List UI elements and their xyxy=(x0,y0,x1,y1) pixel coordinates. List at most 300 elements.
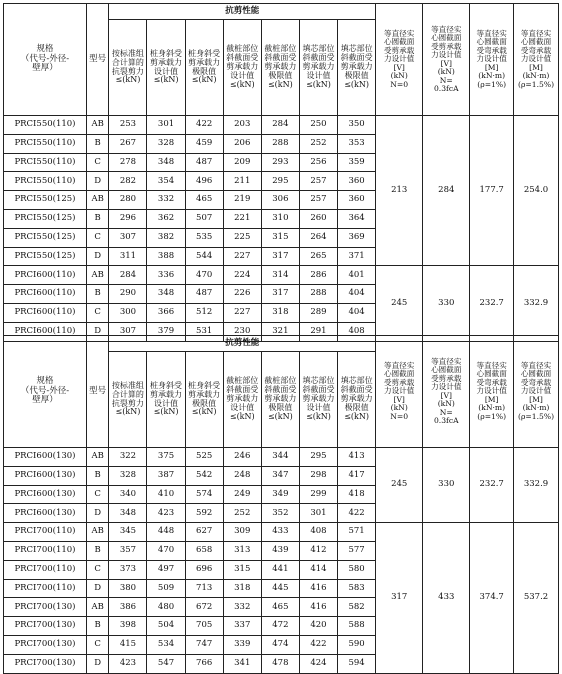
shear-value-cell: 408 xyxy=(338,322,376,341)
shear-value-cell: 227 xyxy=(223,247,261,266)
header-line: 填芯部位 xyxy=(340,376,373,386)
shear-value-cell: 296 xyxy=(109,209,147,228)
model-cell: AB xyxy=(86,448,108,467)
header-line: ≤(kN) xyxy=(306,411,331,421)
shear-value-cell: 379 xyxy=(147,322,185,341)
shear-value-cell: 265 xyxy=(299,247,337,266)
header-line: 心圆截面 xyxy=(384,37,415,47)
header-line: (ρ=1%) xyxy=(477,411,507,421)
header-line: 受弯承载 xyxy=(520,377,552,387)
shear-value-cell: 360 xyxy=(338,191,376,210)
header-line: 规格 xyxy=(36,376,54,387)
table-row xyxy=(4,523,559,542)
header-line: 斜截面受 xyxy=(264,385,297,395)
shear-value-cell: 441 xyxy=(261,560,299,579)
equivalent-capacity-header xyxy=(514,336,559,448)
shear-value-cell: 340 xyxy=(109,485,147,504)
shear-value-cell: 248 xyxy=(223,466,261,485)
shear-value-cell: 705 xyxy=(185,617,223,636)
shear-value-cell: 408 xyxy=(299,523,337,542)
header-line: 受剪承载 xyxy=(384,45,415,55)
header-line: 等直径实 xyxy=(520,360,552,370)
header-line: ≤(kN) xyxy=(306,79,331,89)
header-line: ≤(kN) xyxy=(267,411,293,421)
shear-value-cell: 627 xyxy=(185,523,223,542)
header-line: ≤(kN) xyxy=(115,407,141,417)
header-line: 截桩部位 xyxy=(264,376,297,386)
shear-value-cell: 525 xyxy=(185,448,223,467)
shear-value-cell: 307 xyxy=(109,228,147,247)
shear-value-cell: 544 xyxy=(185,247,223,266)
shear-value-cell: 417 xyxy=(338,466,376,485)
shear-value-cell: 418 xyxy=(338,485,376,504)
header-line: 心圆截面 xyxy=(431,33,462,42)
shear-value-cell: 350 xyxy=(338,116,376,135)
shear-value-cell: 246 xyxy=(223,448,261,467)
header-line: (kN·m) xyxy=(522,403,550,413)
header-line: 设计值 xyxy=(306,402,331,412)
shear-value-cell: 311 xyxy=(109,247,147,266)
header-line: [M] xyxy=(484,394,499,404)
header-line: 剪承载力 xyxy=(302,394,335,404)
shear-value-cell: 252 xyxy=(299,134,337,153)
equivalent-capacity-header xyxy=(376,336,423,448)
header-row xyxy=(4,336,559,352)
header-line: 设计值 xyxy=(230,70,255,80)
equivalent-capacity-header xyxy=(423,4,470,116)
shear-value-cell: 284 xyxy=(109,266,147,285)
shear-value-cell: 507 xyxy=(185,209,223,228)
shear-column-header xyxy=(109,352,147,448)
shear-value-cell: 359 xyxy=(338,153,376,172)
equivalent-value-cell: 245 xyxy=(376,266,423,341)
shear-value-cell: 313 xyxy=(223,541,261,560)
shear-value-cell: 310 xyxy=(261,209,299,228)
shear-value-cell: 357 xyxy=(109,541,147,560)
header-line: 心圆截面 xyxy=(476,37,507,47)
shear-value-cell: 423 xyxy=(147,504,185,523)
header-line: ≤(kN) xyxy=(153,75,179,85)
header-line: [V] xyxy=(440,58,452,68)
shear-value-cell: 590 xyxy=(338,635,376,654)
header-line: 心圆截面 xyxy=(431,365,462,374)
equivalent-value-cell: 232.7 xyxy=(470,266,514,341)
header-line: (kN·m) xyxy=(478,403,506,413)
header-line: 桩身斜受 xyxy=(150,380,183,390)
pile-spec-cell: PRCⅠ600(130) xyxy=(4,485,87,504)
shear-column-header xyxy=(299,352,337,448)
header-line: ≤(kN) xyxy=(344,79,369,89)
shear-value-cell: 416 xyxy=(299,579,337,598)
header-row xyxy=(4,4,559,20)
header-line: (kN·m) xyxy=(478,71,506,81)
shear-value-cell: 388 xyxy=(147,247,185,266)
header-line: (ρ=1%) xyxy=(477,79,507,89)
header-line: 剪承载力 xyxy=(226,394,259,404)
shear-value-cell: 348 xyxy=(147,153,185,172)
equivalent-capacity-header xyxy=(470,336,514,448)
shear-value-cell: 362 xyxy=(147,209,185,228)
shear-value-cell: 509 xyxy=(147,579,185,598)
header-line: 斜截面受 xyxy=(340,53,373,63)
shear-value-cell: 424 xyxy=(299,654,337,673)
model-cell: C xyxy=(86,303,108,322)
shear-group-header: 抗剪性能 xyxy=(109,4,376,20)
shear-value-cell: 289 xyxy=(299,303,337,322)
header-line: 受剪承载 xyxy=(384,377,415,387)
shear-value-cell: 360 xyxy=(338,172,376,191)
shear-column-header xyxy=(185,352,223,448)
shear-value-cell: 420 xyxy=(299,617,337,636)
shear-value-cell: 401 xyxy=(338,266,376,285)
pile-spec-cell: PRCⅠ550(125) xyxy=(4,247,87,266)
shear-value-cell: 375 xyxy=(147,448,185,467)
shear-value-cell: 547 xyxy=(147,654,185,673)
header-line: 0.3fcA xyxy=(433,84,459,93)
header-line: ≤(kN) xyxy=(115,75,141,85)
shear-value-cell: 206 xyxy=(223,134,261,153)
header-line: 斜截面受 xyxy=(340,385,373,395)
shear-value-cell: 386 xyxy=(109,598,147,617)
shear-value-cell: 211 xyxy=(223,172,261,191)
pile-spec-cell: PRCⅠ600(110) xyxy=(4,322,87,341)
shear-value-cell: 317 xyxy=(261,285,299,304)
shear-value-cell: 480 xyxy=(147,598,185,617)
shear-value-cell: 658 xyxy=(185,541,223,560)
shear-column-header xyxy=(147,352,185,448)
shear-value-cell: 284 xyxy=(261,116,299,135)
shear-value-cell: 348 xyxy=(109,504,147,523)
header-line: 斜截面受 xyxy=(302,385,335,395)
header-line: 设计值 xyxy=(154,66,179,76)
shear-value-cell: 380 xyxy=(109,579,147,598)
spec-header xyxy=(4,336,87,448)
header-line: (kN·m) xyxy=(522,71,550,81)
shear-value-cell: 470 xyxy=(147,541,185,560)
shear-value-cell: 278 xyxy=(109,153,147,172)
shear-value-cell: 583 xyxy=(338,579,376,598)
header-line: [M] xyxy=(529,394,543,404)
shear-value-cell: 332 xyxy=(147,191,185,210)
model-cell: B xyxy=(86,617,108,636)
pile-spec-cell: PRCⅠ700(130) xyxy=(4,635,87,654)
header-line: 填芯部位 xyxy=(340,44,373,54)
header-line: 斜截面受 xyxy=(226,53,259,63)
shear-value-cell: 353 xyxy=(338,134,376,153)
header-line: ≤(kN) xyxy=(191,75,217,85)
pile-spec-cell: PRCⅠ700(110) xyxy=(4,579,87,598)
header-line: 设计值 xyxy=(230,402,255,412)
shear-column-header xyxy=(223,20,261,116)
header-line: 剪承载力 xyxy=(340,62,373,72)
shear-value-cell: 382 xyxy=(147,228,185,247)
header-line: 力设计值 xyxy=(431,382,462,391)
header-line: 极限值 xyxy=(192,66,217,76)
shear-value-cell: 459 xyxy=(185,134,223,153)
spec-header xyxy=(4,4,87,116)
header-line: 剪承载力 xyxy=(150,57,183,67)
shear-value-cell: 315 xyxy=(261,228,299,247)
shear-column-header xyxy=(338,352,376,448)
pile-spec-cell: PRCⅠ600(130) xyxy=(4,504,87,523)
shear-value-cell: 497 xyxy=(147,560,185,579)
header-line: 等直径实 xyxy=(520,28,552,38)
pile-spec-cell: PRCⅠ700(130) xyxy=(4,598,87,617)
shear-value-cell: 410 xyxy=(147,485,185,504)
model-cell: AB xyxy=(86,523,108,542)
header-line: 受弯承载 xyxy=(476,45,507,55)
header-line: 力设计值 xyxy=(520,54,552,64)
shear-value-cell: 314 xyxy=(261,266,299,285)
model-cell: AB xyxy=(86,598,108,617)
header-line: 受剪承载 xyxy=(431,373,462,383)
shear-column-header xyxy=(299,20,337,116)
header-line: 心圆截面 xyxy=(520,37,552,47)
shear-value-cell: 487 xyxy=(185,153,223,172)
header-line: [V] xyxy=(393,62,405,72)
shear-value-cell: 307 xyxy=(109,322,147,341)
header-line: (ρ=1.5%) xyxy=(517,79,555,89)
shear-value-cell: 371 xyxy=(338,247,376,266)
shear-value-cell: 291 xyxy=(299,322,337,341)
header-line: 极限值 xyxy=(344,402,369,412)
model-cell: B xyxy=(86,134,108,153)
header-line: （代号-外径- xyxy=(20,53,70,64)
model-cell: C xyxy=(86,485,108,504)
model-cell: B xyxy=(86,285,108,304)
shear-value-cell: 422 xyxy=(299,635,337,654)
equivalent-value-cell: 374.7 xyxy=(470,523,514,673)
pile-spec-cell: PRCⅠ600(130) xyxy=(4,448,87,467)
shear-value-cell: 249 xyxy=(223,485,261,504)
shear-value-cell: 696 xyxy=(185,560,223,579)
header-line: 抗裂剪力 xyxy=(111,66,144,76)
shear-value-cell: 336 xyxy=(147,266,185,285)
header-line: (ρ=1.5%) xyxy=(517,411,555,421)
header-line: 极限值 xyxy=(268,70,293,80)
shear-value-cell: 332 xyxy=(223,598,261,617)
header-line: 等直径实 xyxy=(384,28,415,38)
header-line: (kN) xyxy=(390,71,408,81)
header-line: 心圆截面 xyxy=(476,369,507,379)
header-line: (kN) xyxy=(390,403,408,413)
header-line: 力设计值 xyxy=(431,50,462,59)
shear-value-cell: 221 xyxy=(223,209,261,228)
pile-spec-cell: PRCⅠ550(110) xyxy=(4,116,87,135)
shear-value-cell: 306 xyxy=(261,191,299,210)
header-line: 等直径实 xyxy=(384,360,415,370)
shear-value-cell: 203 xyxy=(223,116,261,135)
equivalent-value-cell: 332.9 xyxy=(514,266,559,341)
shear-value-cell: 339 xyxy=(223,635,261,654)
equivalent-value-cell: 284 xyxy=(423,116,470,266)
equivalent-value-cell: 317 xyxy=(376,523,423,673)
header-line: (kN) xyxy=(437,67,455,76)
header-line: 剪承载力 xyxy=(264,394,297,404)
shear-value-cell: 226 xyxy=(223,285,261,304)
shear-value-cell: 534 xyxy=(147,635,185,654)
header-line: 等直径实 xyxy=(431,24,462,34)
shear-value-cell: 253 xyxy=(109,116,147,135)
shear-value-cell: 594 xyxy=(338,654,376,673)
shear-value-cell: 422 xyxy=(185,116,223,135)
shear-value-cell: 412 xyxy=(299,541,337,560)
pile-spec-cell: PRCⅠ600(110) xyxy=(4,303,87,322)
header-line: 剪承载力 xyxy=(188,389,221,399)
shear-value-cell: 230 xyxy=(223,322,261,341)
header-line: 力设计值 xyxy=(384,386,415,396)
shear-value-cell: 344 xyxy=(261,448,299,467)
header-line: 力设计值 xyxy=(476,386,507,396)
header-line: 剪承载力 xyxy=(340,394,373,404)
header-line: 剪承载力 xyxy=(226,62,259,72)
header-line: 等直径实 xyxy=(476,28,507,38)
model-cell: B xyxy=(86,209,108,228)
shear-column-header xyxy=(261,352,299,448)
equivalent-capacity-header xyxy=(376,4,423,116)
header-line: 斜截面受 xyxy=(264,53,297,63)
shear-value-cell: 257 xyxy=(299,172,337,191)
table-row xyxy=(4,448,559,467)
equivalent-value-cell: 330 xyxy=(423,448,470,523)
shear-value-cell: 433 xyxy=(261,523,299,542)
equivalent-value-cell: 537.2 xyxy=(514,523,559,673)
header-line: ≤(kN) xyxy=(229,79,255,89)
shear-value-cell: 580 xyxy=(338,560,376,579)
table-row xyxy=(4,266,559,285)
shear-value-cell: 288 xyxy=(261,134,299,153)
shear-value-cell: 290 xyxy=(109,285,147,304)
pile-spec-cell: PRCⅠ550(125) xyxy=(4,209,87,228)
header-line: 设计值 xyxy=(306,70,331,80)
header-line: N=0 xyxy=(390,79,409,89)
header-line: 合计算的 xyxy=(111,57,144,67)
equivalent-value-cell: 433 xyxy=(423,523,470,673)
header-line: 设计值 xyxy=(154,398,179,408)
header-line: ≤(kN) xyxy=(191,407,217,417)
pile-spec-cell: PRCⅠ700(110) xyxy=(4,560,87,579)
shear-value-cell: 487 xyxy=(185,285,223,304)
shear-value-cell: 286 xyxy=(299,266,337,285)
shear-value-cell: 504 xyxy=(147,617,185,636)
shear-value-cell: 414 xyxy=(299,560,337,579)
header-line: 剪承载力 xyxy=(302,62,335,72)
header-line: 规格 xyxy=(36,44,54,55)
shear-value-cell: 264 xyxy=(299,228,337,247)
shear-value-cell: 227 xyxy=(223,303,261,322)
shear-value-cell: 439 xyxy=(261,541,299,560)
equivalent-value-cell: 254.0 xyxy=(514,116,559,266)
header-line: 壁厚） xyxy=(32,395,58,406)
shear-value-cell: 404 xyxy=(338,303,376,322)
shear-column-header xyxy=(185,20,223,116)
header-line: ≤(kN) xyxy=(153,407,179,417)
shear-value-cell: 445 xyxy=(261,579,299,598)
header-line: 受弯承载 xyxy=(476,377,507,387)
shear-value-cell: 352 xyxy=(261,504,299,523)
shear-value-cell: 416 xyxy=(299,598,337,617)
shear-group-header: 抗剪性能 xyxy=(109,336,376,352)
shear-value-cell: 387 xyxy=(147,466,185,485)
shear-value-cell: 366 xyxy=(147,303,185,322)
shear-value-cell: 328 xyxy=(147,134,185,153)
pile-spec-cell: PRCⅠ550(125) xyxy=(4,228,87,247)
model-cell: D xyxy=(86,504,108,523)
shear-value-cell: 225 xyxy=(223,228,261,247)
shear-value-cell: 472 xyxy=(261,617,299,636)
model-cell: B xyxy=(86,466,108,485)
shear-value-cell: 252 xyxy=(223,504,261,523)
header-line: [V] xyxy=(393,394,405,404)
header-line: 等直径实 xyxy=(476,360,507,370)
header-line: 极限值 xyxy=(192,398,217,408)
pile-spec-cell: PRCⅠ700(130) xyxy=(4,654,87,673)
header-line: ≤(kN) xyxy=(344,411,369,421)
shear-value-cell: 300 xyxy=(109,303,147,322)
header-line: N= xyxy=(439,407,453,417)
shear-value-cell: 512 xyxy=(185,303,223,322)
shear-value-cell: 465 xyxy=(261,598,299,617)
shear-value-cell: 260 xyxy=(299,209,337,228)
shear-value-cell: 369 xyxy=(338,228,376,247)
model-cell: D xyxy=(86,579,108,598)
equivalent-value-cell: 330 xyxy=(423,266,470,341)
shear-value-cell: 318 xyxy=(223,579,261,598)
pile-spec-cell: PRCⅠ550(110) xyxy=(4,172,87,191)
header-line: N= xyxy=(439,75,453,85)
shear-value-cell: 280 xyxy=(109,191,147,210)
header-line: 心圆截面 xyxy=(384,369,415,379)
header-line: 剪承载力 xyxy=(150,389,183,399)
shear-column-header xyxy=(147,20,185,116)
shear-column-header xyxy=(223,352,261,448)
shear-column-header xyxy=(338,20,376,116)
shear-value-cell: 747 xyxy=(185,635,223,654)
model-cell: B xyxy=(86,541,108,560)
shear-value-cell: 318 xyxy=(261,303,299,322)
header-line: [M] xyxy=(529,62,543,72)
shear-table-2 xyxy=(3,335,559,674)
table-row xyxy=(4,116,559,135)
shear-value-cell: 588 xyxy=(338,617,376,636)
shear-value-cell: 219 xyxy=(223,191,261,210)
shear-value-cell: 478 xyxy=(261,654,299,673)
equivalent-value-cell: 232.7 xyxy=(470,448,514,523)
header-line: 抗裂剪力 xyxy=(111,398,144,408)
shear-value-cell: 295 xyxy=(299,448,337,467)
header-line: 极限值 xyxy=(268,402,293,412)
header-line: 合计算的 xyxy=(111,389,144,399)
header-line: N=0 xyxy=(390,411,409,421)
equivalent-capacity-header xyxy=(470,4,514,116)
shear-value-cell: 465 xyxy=(185,191,223,210)
shear-value-cell: 577 xyxy=(338,541,376,560)
model-cell: C xyxy=(86,153,108,172)
shear-value-cell: 347 xyxy=(261,466,299,485)
header-line: ≤(kN) xyxy=(229,411,255,421)
header-line: 受剪承载 xyxy=(431,41,462,51)
header-line: 斜截面受 xyxy=(226,385,259,395)
header-line: 填芯部位 xyxy=(302,44,335,54)
shear-value-cell: 328 xyxy=(109,466,147,485)
header-line: 桩身斜受 xyxy=(188,380,221,390)
shear-value-cell: 592 xyxy=(185,504,223,523)
shear-value-cell: 317 xyxy=(261,247,299,266)
shear-value-cell: 345 xyxy=(109,523,147,542)
shear-value-cell: 422 xyxy=(338,504,376,523)
header-line: 截桩部位 xyxy=(226,44,259,54)
shear-value-cell: 309 xyxy=(223,523,261,542)
